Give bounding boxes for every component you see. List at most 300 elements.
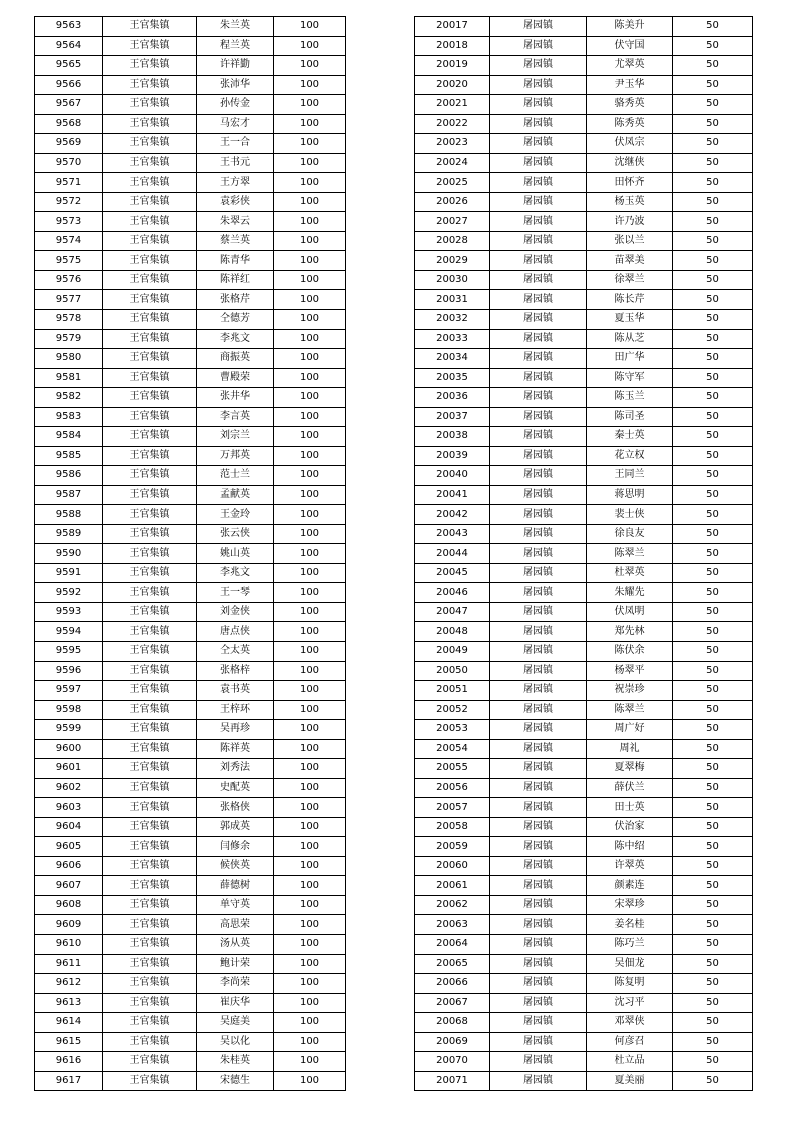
- amount-cell: 50: [673, 759, 753, 779]
- amount-cell: 50: [673, 251, 753, 271]
- town-cell: 屠园镇: [490, 915, 587, 935]
- amount-cell: 50: [673, 915, 753, 935]
- serial-number-cell: 20036: [415, 388, 490, 408]
- table-row: [35, 798, 346, 818]
- right-table: [414, 16, 753, 1091]
- table-row: [415, 837, 753, 857]
- town-cell: 屠园镇: [490, 192, 587, 212]
- amount-cell: 100: [274, 895, 346, 915]
- amount-cell: 100: [274, 524, 346, 544]
- amount-cell: 100: [274, 75, 346, 95]
- person-name-cell: 许乃波: [587, 212, 673, 232]
- serial-number-cell: 9614: [35, 1013, 103, 1033]
- serial-number-cell: 9592: [35, 583, 103, 603]
- serial-number-cell: 9598: [35, 700, 103, 720]
- amount-cell: 100: [274, 1071, 346, 1091]
- table-row: [415, 251, 753, 271]
- serial-number-cell: 20038: [415, 427, 490, 447]
- town-cell: 王官集镇: [103, 681, 197, 701]
- serial-number-cell: 20064: [415, 934, 490, 954]
- table-row: [35, 485, 346, 505]
- amount-cell: 50: [673, 368, 753, 388]
- town-cell: 王官集镇: [103, 36, 197, 56]
- person-name-cell: 伏凤明: [587, 602, 673, 622]
- serial-number-cell: 20031: [415, 290, 490, 310]
- town-cell: 王官集镇: [103, 446, 197, 466]
- serial-number-cell: 9566: [35, 75, 103, 95]
- serial-number-cell: 20052: [415, 700, 490, 720]
- town-cell: 王官集镇: [103, 934, 197, 954]
- town-cell: 屠园镇: [490, 759, 587, 779]
- town-cell: 屠园镇: [490, 349, 587, 369]
- person-name-cell: 陈秀英: [587, 114, 673, 134]
- person-name-cell: 尹玉华: [587, 75, 673, 95]
- table-row: [415, 817, 753, 837]
- town-cell: 屠园镇: [490, 524, 587, 544]
- amount-cell: 50: [673, 329, 753, 349]
- table-row: [415, 466, 753, 486]
- table-row: [35, 817, 346, 837]
- person-name-cell: 张格梓: [197, 661, 274, 681]
- amount-cell: 50: [673, 720, 753, 740]
- right-table-body: [415, 17, 753, 1091]
- table-row: [415, 544, 753, 564]
- town-cell: 屠园镇: [490, 544, 587, 564]
- table-row: [415, 974, 753, 994]
- amount-cell: 50: [673, 56, 753, 76]
- town-cell: 屠园镇: [490, 954, 587, 974]
- amount-cell: 100: [274, 212, 346, 232]
- town-cell: 屠园镇: [490, 95, 587, 115]
- serial-number-cell: 20053: [415, 720, 490, 740]
- amount-cell: 100: [274, 700, 346, 720]
- town-cell: 王官集镇: [103, 602, 197, 622]
- town-cell: 屠园镇: [490, 446, 587, 466]
- town-cell: 屠园镇: [490, 798, 587, 818]
- serial-number-cell: 9605: [35, 837, 103, 857]
- person-name-cell: 吴庭美: [197, 1013, 274, 1033]
- town-cell: 王官集镇: [103, 622, 197, 642]
- person-name-cell: 陈祥英: [197, 739, 274, 759]
- amount-cell: 100: [274, 329, 346, 349]
- person-name-cell: 李言英: [197, 407, 274, 427]
- serial-number-cell: 20055: [415, 759, 490, 779]
- table-row: [415, 739, 753, 759]
- person-name-cell: 何彦召: [587, 1032, 673, 1052]
- town-cell: 屠园镇: [490, 622, 587, 642]
- serial-number-cell: 20057: [415, 798, 490, 818]
- serial-number-cell: 20021: [415, 95, 490, 115]
- table-row: [35, 309, 346, 329]
- town-cell: 王官集镇: [103, 817, 197, 837]
- person-name-cell: 商振英: [197, 349, 274, 369]
- serial-number-cell: 20046: [415, 583, 490, 603]
- person-name-cell: 唐点侠: [197, 622, 274, 642]
- person-name-cell: 邓翠侠: [587, 1013, 673, 1033]
- person-name-cell: 尤翠英: [587, 56, 673, 76]
- person-name-cell: 杨翠平: [587, 661, 673, 681]
- town-cell: 王官集镇: [103, 368, 197, 388]
- amount-cell: 100: [274, 251, 346, 271]
- amount-cell: 50: [673, 231, 753, 251]
- serial-number-cell: 20060: [415, 856, 490, 876]
- person-name-cell: 朱耀先: [587, 583, 673, 603]
- person-name-cell: 裴士侠: [587, 505, 673, 525]
- serial-number-cell: 9589: [35, 524, 103, 544]
- table-row: [415, 368, 753, 388]
- town-cell: 王官集镇: [103, 759, 197, 779]
- table-row: [35, 95, 346, 115]
- town-cell: 王官集镇: [103, 95, 197, 115]
- table-row: [35, 329, 346, 349]
- serial-number-cell: 9577: [35, 290, 103, 310]
- amount-cell: 50: [673, 485, 753, 505]
- person-name-cell: 许祥勤: [197, 56, 274, 76]
- serial-number-cell: 20033: [415, 329, 490, 349]
- person-name-cell: 薛伏兰: [587, 778, 673, 798]
- table-row: [35, 681, 346, 701]
- table-row: [415, 309, 753, 329]
- table-row: [415, 876, 753, 896]
- amount-cell: 100: [274, 974, 346, 994]
- amount-cell: 50: [673, 270, 753, 290]
- amount-cell: 100: [274, 427, 346, 447]
- person-name-cell: 蔡兰英: [197, 231, 274, 251]
- town-cell: 王官集镇: [103, 544, 197, 564]
- table-row: [415, 954, 753, 974]
- serial-number-cell: 9608: [35, 895, 103, 915]
- table-row: [35, 134, 346, 154]
- serial-number-cell: 9612: [35, 974, 103, 994]
- serial-number-cell: 20041: [415, 485, 490, 505]
- amount-cell: 50: [673, 661, 753, 681]
- town-cell: 王官集镇: [103, 778, 197, 798]
- table-row: [35, 856, 346, 876]
- town-cell: 屠园镇: [490, 388, 587, 408]
- amount-cell: 50: [673, 427, 753, 447]
- table-row: [35, 290, 346, 310]
- table-row: [415, 583, 753, 603]
- serial-number-cell: 20034: [415, 349, 490, 369]
- table-row: [35, 934, 346, 954]
- town-cell: 王官集镇: [103, 290, 197, 310]
- town-cell: 屠园镇: [490, 36, 587, 56]
- amount-cell: 50: [673, 739, 753, 759]
- serial-number-cell: 20039: [415, 446, 490, 466]
- person-name-cell: 秦士英: [587, 427, 673, 447]
- amount-cell: 50: [673, 622, 753, 642]
- serial-number-cell: 9581: [35, 368, 103, 388]
- amount-cell: 100: [274, 837, 346, 857]
- serial-number-cell: 20042: [415, 505, 490, 525]
- serial-number-cell: 9572: [35, 192, 103, 212]
- serial-number-cell: 9593: [35, 602, 103, 622]
- serial-number-cell: 9574: [35, 231, 103, 251]
- serial-number-cell: 20063: [415, 915, 490, 935]
- amount-cell: 50: [673, 388, 753, 408]
- town-cell: 王官集镇: [103, 583, 197, 603]
- table-row: [35, 251, 346, 271]
- serial-number-cell: 9570: [35, 153, 103, 173]
- serial-number-cell: 9582: [35, 388, 103, 408]
- person-name-cell: 孟献英: [197, 485, 274, 505]
- serial-number-cell: 9596: [35, 661, 103, 681]
- person-name-cell: 吴再珍: [197, 720, 274, 740]
- amount-cell: 50: [673, 583, 753, 603]
- town-cell: 王官集镇: [103, 1013, 197, 1033]
- amount-cell: 50: [673, 602, 753, 622]
- amount-cell: 50: [673, 1013, 753, 1033]
- table-row: [35, 368, 346, 388]
- table-row: [415, 407, 753, 427]
- serial-number-cell: 20047: [415, 602, 490, 622]
- amount-cell: 50: [673, 700, 753, 720]
- serial-number-cell: 20051: [415, 681, 490, 701]
- amount-cell: 50: [673, 212, 753, 232]
- town-cell: 屠园镇: [490, 778, 587, 798]
- serial-number-cell: 9585: [35, 446, 103, 466]
- person-name-cell: 汤从英: [197, 934, 274, 954]
- amount-cell: 50: [673, 837, 753, 857]
- person-name-cell: 袁书英: [197, 681, 274, 701]
- town-cell: 屠园镇: [490, 290, 587, 310]
- table-row: [415, 153, 753, 173]
- serial-number-cell: 20035: [415, 368, 490, 388]
- person-name-cell: 姚山英: [197, 544, 274, 564]
- table-row: [35, 75, 346, 95]
- table-row: [415, 388, 753, 408]
- amount-cell: 100: [274, 134, 346, 154]
- person-name-cell: 张格芹: [197, 290, 274, 310]
- person-name-cell: 宋德生: [197, 1071, 274, 1091]
- town-cell: 屠园镇: [490, 114, 587, 134]
- table-row: [35, 876, 346, 896]
- serial-number-cell: 9595: [35, 642, 103, 662]
- table-row: [415, 56, 753, 76]
- person-name-cell: 王同兰: [587, 466, 673, 486]
- person-name-cell: 陈复明: [587, 974, 673, 994]
- serial-number-cell: 20019: [415, 56, 490, 76]
- person-name-cell: 宋翠珍: [587, 895, 673, 915]
- amount-cell: 50: [673, 817, 753, 837]
- amount-cell: 100: [274, 349, 346, 369]
- serial-number-cell: 20027: [415, 212, 490, 232]
- person-name-cell: 伏守国: [587, 36, 673, 56]
- serial-number-cell: 9591: [35, 563, 103, 583]
- serial-number-cell: 9569: [35, 134, 103, 154]
- amount-cell: 100: [274, 934, 346, 954]
- table-row: [415, 700, 753, 720]
- table-row: [35, 700, 346, 720]
- amount-cell: 50: [673, 153, 753, 173]
- serial-number-cell: 20056: [415, 778, 490, 798]
- amount-cell: 50: [673, 563, 753, 583]
- serial-number-cell: 9579: [35, 329, 103, 349]
- serial-number-cell: 20065: [415, 954, 490, 974]
- person-name-cell: 杨玉英: [587, 192, 673, 212]
- town-cell: 王官集镇: [103, 798, 197, 818]
- serial-number-cell: 20068: [415, 1013, 490, 1033]
- town-cell: 王官集镇: [103, 427, 197, 447]
- town-cell: 屠园镇: [490, 17, 587, 37]
- amount-cell: 100: [274, 817, 346, 837]
- amount-cell: 100: [274, 798, 346, 818]
- amount-cell: 100: [274, 231, 346, 251]
- table-row: [35, 173, 346, 193]
- table-row: [35, 583, 346, 603]
- serial-number-cell: 20058: [415, 817, 490, 837]
- person-name-cell: 沈继侠: [587, 153, 673, 173]
- town-cell: 王官集镇: [103, 485, 197, 505]
- amount-cell: 50: [673, 290, 753, 310]
- town-cell: 屠园镇: [490, 427, 587, 447]
- table-row: [35, 915, 346, 935]
- amount-cell: 50: [673, 934, 753, 954]
- serial-number-cell: 9611: [35, 954, 103, 974]
- serial-number-cell: 20061: [415, 876, 490, 896]
- serial-number-cell: 20037: [415, 407, 490, 427]
- person-name-cell: 张格侠: [197, 798, 274, 818]
- amount-cell: 100: [274, 505, 346, 525]
- town-cell: 王官集镇: [103, 720, 197, 740]
- town-cell: 屠园镇: [490, 681, 587, 701]
- amount-cell: 50: [673, 1071, 753, 1091]
- table-row: [35, 974, 346, 994]
- table-row: [35, 270, 346, 290]
- table-row: [415, 602, 753, 622]
- amount-cell: 50: [673, 446, 753, 466]
- serial-number-cell: 20054: [415, 739, 490, 759]
- person-name-cell: 仝德芳: [197, 309, 274, 329]
- amount-cell: 50: [673, 681, 753, 701]
- serial-number-cell: 9564: [35, 36, 103, 56]
- table-row: [415, 1071, 753, 1091]
- left-table-body: [35, 17, 346, 1091]
- town-cell: 王官集镇: [103, 349, 197, 369]
- amount-cell: 100: [274, 720, 346, 740]
- amount-cell: 100: [274, 759, 346, 779]
- amount-cell: 100: [274, 583, 346, 603]
- town-cell: 屠园镇: [490, 173, 587, 193]
- person-name-cell: 王方翠: [197, 173, 274, 193]
- amount-cell: 50: [673, 17, 753, 37]
- person-name-cell: 王梓环: [197, 700, 274, 720]
- amount-cell: 100: [274, 114, 346, 134]
- table-row: [415, 759, 753, 779]
- amount-cell: 100: [274, 544, 346, 564]
- table-row: [35, 1071, 346, 1091]
- amount-cell: 50: [673, 974, 753, 994]
- amount-cell: 50: [673, 75, 753, 95]
- serial-number-cell: 20029: [415, 251, 490, 271]
- table-row: [415, 173, 753, 193]
- table-row: [35, 446, 346, 466]
- amount-cell: 100: [274, 1013, 346, 1033]
- table-row: [35, 622, 346, 642]
- amount-cell: 100: [274, 1052, 346, 1072]
- table-row: [415, 1052, 753, 1072]
- town-cell: 王官集镇: [103, 466, 197, 486]
- amount-cell: 100: [274, 17, 346, 37]
- table-row: [35, 778, 346, 798]
- serial-number-cell: 9594: [35, 622, 103, 642]
- serial-number-cell: 9584: [35, 427, 103, 447]
- serial-number-cell: 9590: [35, 544, 103, 564]
- town-cell: 屠园镇: [490, 720, 587, 740]
- town-cell: 王官集镇: [103, 974, 197, 994]
- serial-number-cell: 20044: [415, 544, 490, 564]
- person-name-cell: 李兆文: [197, 563, 274, 583]
- town-cell: 王官集镇: [103, 642, 197, 662]
- serial-number-cell: 20026: [415, 192, 490, 212]
- serial-number-cell: 20024: [415, 153, 490, 173]
- person-name-cell: 田士英: [587, 798, 673, 818]
- serial-number-cell: 20071: [415, 1071, 490, 1091]
- town-cell: 王官集镇: [103, 309, 197, 329]
- amount-cell: 50: [673, 114, 753, 134]
- amount-cell: 50: [673, 778, 753, 798]
- serial-number-cell: 9571: [35, 173, 103, 193]
- town-cell: 王官集镇: [103, 17, 197, 37]
- town-cell: 屠园镇: [490, 485, 587, 505]
- table-row: [35, 407, 346, 427]
- serial-number-cell: 9599: [35, 720, 103, 740]
- amount-cell: 50: [673, 134, 753, 154]
- town-cell: 屠园镇: [490, 407, 587, 427]
- town-cell: 屠园镇: [490, 153, 587, 173]
- town-cell: 屠园镇: [490, 368, 587, 388]
- town-cell: 屠园镇: [490, 974, 587, 994]
- town-cell: 王官集镇: [103, 856, 197, 876]
- serial-number-cell: 20028: [415, 231, 490, 251]
- person-name-cell: 陈中绍: [587, 837, 673, 857]
- table-row: [35, 563, 346, 583]
- person-name-cell: 李尚荣: [197, 974, 274, 994]
- town-cell: 屠园镇: [490, 563, 587, 583]
- table-row: [415, 231, 753, 251]
- person-name-cell: 陈玉兰: [587, 388, 673, 408]
- town-cell: 王官集镇: [103, 837, 197, 857]
- serial-number-cell: 9603: [35, 798, 103, 818]
- amount-cell: 50: [673, 173, 753, 193]
- table-row: [35, 602, 346, 622]
- amount-cell: 100: [274, 993, 346, 1013]
- amount-cell: 100: [274, 642, 346, 662]
- table-row: [415, 349, 753, 369]
- table-row: [415, 856, 753, 876]
- town-cell: 屠园镇: [490, 251, 587, 271]
- person-name-cell: 花立权: [587, 446, 673, 466]
- serial-number-cell: 20030: [415, 270, 490, 290]
- table-row: [35, 349, 346, 369]
- serial-number-cell: 9568: [35, 114, 103, 134]
- table-row: [415, 485, 753, 505]
- town-cell: 屠园镇: [490, 583, 587, 603]
- table-row: [415, 642, 753, 662]
- town-cell: 屠园镇: [490, 134, 587, 154]
- person-name-cell: 伏治家: [587, 817, 673, 837]
- table-row: [415, 290, 753, 310]
- town-cell: 王官集镇: [103, 173, 197, 193]
- serial-number-cell: 20018: [415, 36, 490, 56]
- person-name-cell: 范士兰: [197, 466, 274, 486]
- table-row: [415, 329, 753, 349]
- table-row: [415, 212, 753, 232]
- person-name-cell: 陈祥红: [197, 270, 274, 290]
- table-row: [35, 642, 346, 662]
- person-name-cell: 吴以化: [197, 1032, 274, 1052]
- table-row: [415, 446, 753, 466]
